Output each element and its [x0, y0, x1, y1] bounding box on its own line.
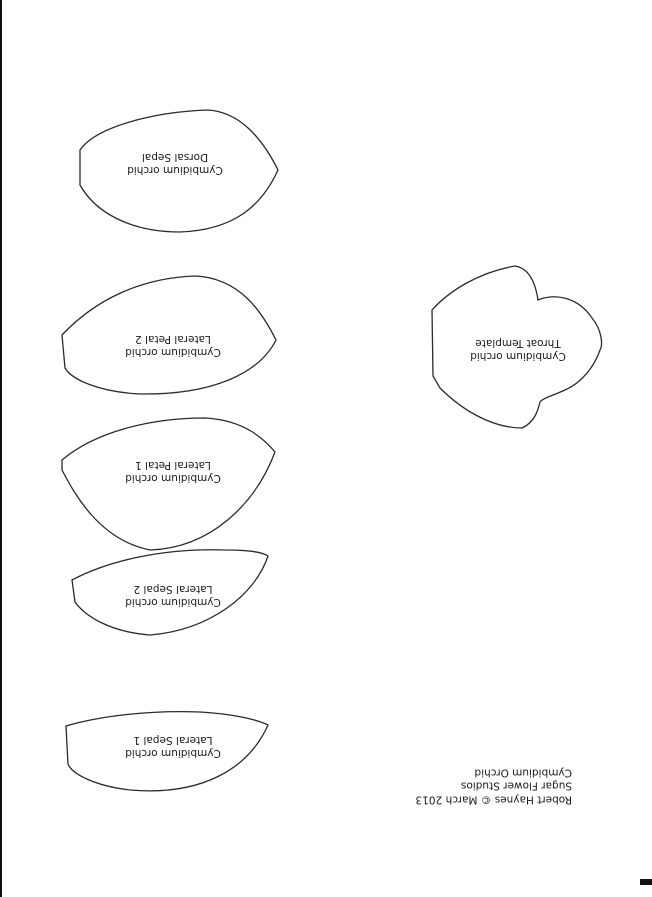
throat-template-label — [463, 336, 573, 362]
lateral-sepal-1-label — [118, 733, 228, 759]
template-name: Lateral Sepal 1 — [133, 734, 213, 746]
template-species: Cymbidium orchid — [125, 346, 221, 358]
dorsal-sepal-label — [120, 150, 230, 176]
lateral-sepal-2-label — [118, 582, 228, 608]
template-species: Cymbidium orchid — [127, 164, 223, 176]
credit-studio: Sugar Flower Studios — [460, 780, 572, 792]
lateral-petal-1-outline — [62, 418, 275, 550]
template-name: Lateral Petal 2 — [135, 333, 211, 345]
lateral-petal-2-label — [118, 332, 228, 358]
credit-author: Robert Haynes © March 2013 — [415, 793, 572, 806]
template-name: Lateral Petal 1 — [135, 459, 211, 471]
template-species: Cymbidium orchid — [125, 472, 221, 484]
template-name: Dorsal Sepal — [141, 151, 209, 163]
template-species: Cymbidium orchid — [125, 747, 221, 759]
lateral-petal-1-label — [118, 458, 228, 484]
template-name: Throat Template — [475, 337, 561, 349]
credit-block — [412, 765, 572, 806]
template-species: Cymbidium orchid — [125, 596, 221, 608]
template-species: Cymbidium orchid — [470, 350, 566, 362]
template-name: Lateral Sepal 2 — [133, 583, 213, 595]
credit-title: Cymbidium Orchid — [474, 766, 572, 779]
